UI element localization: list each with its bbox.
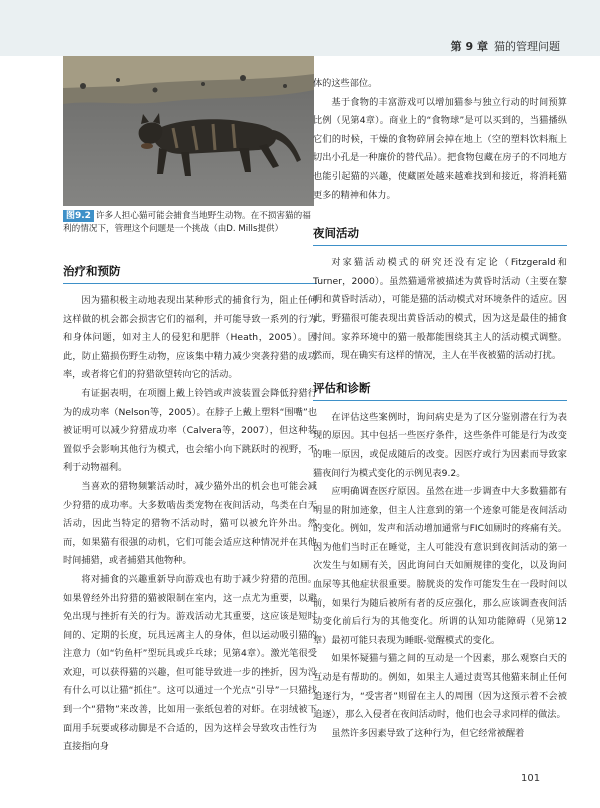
figure-photo-cat	[63, 56, 314, 206]
paragraph: 因为猫积极主动地表现出某种形式的捕食行为，阻止任何这样做的机会都会损害它们的福利，并可能导致一系列的行为和身体问题，如对主人的侵犯和肥胖（Heath，2005）。因此，防止猫损伤野生动物，应该集中精力减少突袭狩猎的成功率，或者将它们的狩猎欲望转向它的活动。	[63, 295, 317, 381]
section-title-treatment: 治疗和预防	[63, 264, 121, 278]
cat-photo-illustration	[63, 56, 314, 206]
section-rule	[63, 283, 317, 284]
chapter-number: 第 9 章	[450, 40, 488, 53]
figure-caption-text: 许多人担心猫可能会捕食当地野生动物。在不损害猫的福利的情况下，管理这个问题是一个挑战（由D. Mills提供）	[63, 211, 311, 234]
section-title-night-activity: 夜间活动	[313, 226, 359, 241]
running-header	[451, 38, 560, 54]
paragraph: 当喜欢的猎物频繁活动时，减少猫外出的机会也可能会减少狩猎的成功率。大多数啮齿类宠物在夜间活动，鸟类在白天活动，因此当特定的猎物不活动时，猫可以被允许外出。然而，如果猫有很强的动机，它们可能会适应这种情况并在其他时间捕猎，或者捕猎其他物种。	[63, 480, 317, 567]
section-rule	[313, 400, 567, 401]
paragraph: 将对捕食的兴趣重新导向游戏也有助于减少狩猎的范围。如果曾经外出狩猎的猫被限制在室内，这一点尤为重要，以避免出现与挫折有关的行为。游戏活动尤其重要，这应该是短时间的、定期的长度，玩具远离主人的身体，但以运动吸引猫的注意力（如“钓鱼杆”型玩具或乒乓球；见第4章）。激光笔很受欢迎，可以获得猫的兴趣，但可能导致进一步的挫折，因为没有什么可以让猫“抓住”。这可以通过一个光点“引导”一只猫找到一个“猎物”来改善，比如用一张纸包着的对虾。在羽绒被下面用手玩要或移动脚是不合适的，因为这样会导致攻击性行为直接指向身	[63, 573, 317, 753]
figure-caption	[63, 210, 314, 236]
figure-label: 图9.2	[63, 210, 94, 222]
page-number: 101	[521, 773, 541, 784]
paragraph: 基于食物的丰富游戏可以增加猫参与独立行动的时间预算比例（见第4章）。商业上的“食物球”是可以买到的，当猫播纵它们的时候，干燥的食物碎屑会掉在地上（空的塑料饮料瓶上切出小孔是一种廉价的替代品）。把食物包藏在房子的不同地方也能引起猫的兴趣，使藏匿处越来越难找到和接近，将消耗猫更多的精神和体力。	[313, 96, 567, 201]
section-title-assessment: 评估和诊断	[313, 380, 371, 395]
paragraph: 虽然许多因素导致了这种行为，但它经常被醒着	[331, 727, 525, 739]
paragraph: 体的这些部位。	[313, 78, 378, 89]
left-column	[63, 263, 317, 757]
paragraph: 在评估这些案例时，询问病史是为了区分鉴别潜在行为表现的原因。其中包括一些医疗条件，这些条件可能是行为改变的唯一原因，或促成随后的改变。因医疗或行为因素而导致家猫夜间行为模式变化的示例见表9.2。	[313, 411, 567, 479]
paragraph: 有证据表明，在项圈上戴上铃铛或声波装置会降低狩猎行为的成功率（Nelson等，2005）。在脖子上戴上塑料“围嘴”也被证明可以减少狩猎成功率（Calvera等，2007），但这种装置似乎会影响其他行为模式，也会缩小向下跳跃时的视野，不利于动物福利。	[63, 387, 317, 474]
paragraph: 应明确调查医疗原因。虽然在进一步调查中大多数猫都有明显的附加迹象，但主人注意到的第一个迹象可能是夜间活动的变化。例如，发声和活动增加通常与FIC如厕时的疼痛有关。因为他们当时正在睡觉，主人可能没有意识到夜间活动的第一次发生与如厕有关，因此询问白天如厕规律的变化，以及询问血尿等其他症状很重要。膀胱炎的发作可能发生在一段时间以前，如果行为随后被所有者的反应强化，那么应该调查夜间活动变化前后行为的其他变化。所谓的认知功能障碍（见第12章）最初可能只表现为睡眠-觉醒模式的变化。	[313, 486, 567, 646]
paragraph: 对家猫活动模式的研究还没有定论（Fitzgerald和Turner，2000）。虽然猫通常被描述为黄昏时活动（主要在黎明和黄昏时活动），可能是猫的活动模式对环境条件的适应。因此，野猫很可能表现出黄昏活动的模式，因为这是最佳的捕食时间。家养环境中的猫一般都能围绕其主人的活动模式调整。然而，现在确实有这样的情况，主人在半夜被猫的活动打扰。	[313, 257, 567, 362]
right-column	[313, 75, 567, 743]
chapter-title: 猫的管理问题	[494, 40, 560, 53]
paragraph: 如果怀疑猫与猫之间的互动是一个因素，那么观察白天的互动是有帮助的。例如，如果主人通过责骂其他猫来制止任何追逐行为，“受害者”则留在主人的周围（因为这预示着不会被追逐），那么入侵者在夜间活动时，他们也会寻求同样的做法。	[313, 653, 567, 721]
section-rule	[313, 245, 567, 246]
